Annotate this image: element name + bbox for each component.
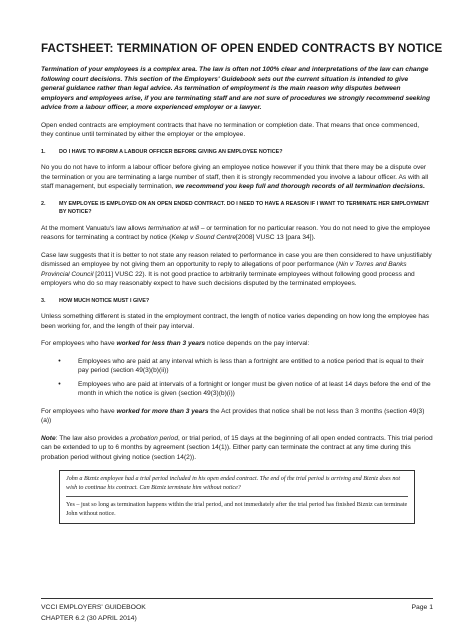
- text-run: [2011] VUSC 22). It is not good practice to arbitrarily terminate employees without following good process and employers who do so may reasonably expect to have such decisions disputed by the terminated employees.: [41, 270, 415, 287]
- case-citation: Nin v Torres and Banks Provincial Council: [41, 261, 407, 278]
- section-2-paragraph-2: [41, 251, 433, 289]
- page-footer: [41, 598, 433, 624]
- case-question: John a Bizniz employee had a trial period included in his open ended contract. The end of the trial period is arriving and Bizniz does not wish to continue his contract. Can Bizniz terminate him without notice?: [66, 475, 408, 497]
- section-2-paragraph-1: [41, 224, 433, 243]
- intro-paragraph: Termination of your employees is a complex area. The law is often not 100% clear and interpretations of the law can change following court decisions. This section of the Employers' Guidebook sets out the current situation is intended to give general guidance rather than legal advice. As termination of employment is the main reason why disputes between employers and employees arise, if you are terminating staff and are not sure of procedures we strongly recommend seeking advice from a labour officer, a more experienced employer or a lawyer.: [41, 66, 431, 111]
- text-run: – or termination for no particular reason. You do not need to give the employee reasons for terminating a contract by notice (: [41, 224, 431, 241]
- footer-guidebook: VCCI EMPLOYERS' GUIDEBOOK: [41, 604, 146, 611]
- open-ended-paragraph: Open ended contracts are employment contracts that have no termination or completion date. That means that once commenced, they continue until terminated by either the employer or the employee.: [41, 121, 420, 138]
- text-run-emphasis: worked for more than 3 years: [116, 407, 209, 415]
- list-item-text: Employees who are paid at any interval which is less than a fortnight are entitled to a notice period that is equal to their pay period (section 49(3)(b)(ii)): [78, 357, 425, 374]
- case-answer: Yes – just so long as termination happens within the trial period, and not immediately after the trial period has finished Bizniz can terminate John without notice.: [66, 502, 408, 517]
- section-1-title: DO I HAVE TO INFORM A LABOUR OFFICER BEFORE GIVING AN EMPLOYEE NOTICE?: [59, 148, 283, 155]
- section-1-number: 1.: [41, 148, 46, 155]
- note-paragraph: [41, 434, 433, 463]
- text-run: the Act provides that notice shall be not less than 3 months (section 49(3)(a)): [41, 407, 425, 424]
- footer-page-number: Page 1: [411, 604, 433, 611]
- list-item: [41, 357, 433, 376]
- list-item-text: Employees who are paid at intervals of a fortnight or longer must be given notice of at least 14 days before the end of the month in which the notice is given (section 49(3)(b)(i)): [78, 380, 431, 397]
- text-run: Case law suggests that it is better to not state any reason related to performance in case you are then considered to have unjustifiably dismissed an employee by not giving them an opportunity to reply to allegations of poor performance (: [41, 251, 432, 268]
- section-2-title: MY EMPLOYEE IS EMPLOYED ON AN OPEN ENDED CONTRACT. DO I NEED TO HAVE A REASON IF I WANT TO TERMINATE HER EMPLOYMENT BY NOTICE?: [59, 200, 430, 215]
- text-run-italic: termination at will: [148, 224, 200, 232]
- section-2-heading: [41, 200, 433, 217]
- section-3-number: 3.: [41, 297, 46, 304]
- section-1-emphasis: we recommend you keep full and thorough records of all termination decisions.: [175, 183, 425, 190]
- text-run: [2008] VUSC 13 [para 34]).: [236, 234, 316, 241]
- section-3-paragraph-2: [41, 339, 433, 349]
- case-citation: Kelep v Sound Centre: [171, 234, 236, 241]
- text-run-italic: probation period: [130, 434, 178, 442]
- note-label: Note: [41, 434, 56, 442]
- section-3-heading: [41, 297, 433, 306]
- case-example-box: [59, 470, 415, 524]
- section-1-text: No you do not have to inform a labour officer before giving an employee notice however if you think that there may be a dispute over the termination or you are terminating a large number of staff, then it is strongly recommended you involve a labour officer. As with all staff management, but especially termination,: [41, 164, 429, 190]
- section-3-paragraph-3: [41, 407, 433, 426]
- section-2-number: 2.: [41, 200, 46, 207]
- section-1-paragraph: [41, 163, 433, 192]
- text-run: notice depends on the pay interval:: [207, 340, 310, 347]
- footer-chapter: CHAPTER 6.2 (30 APRIL 2014): [41, 615, 137, 622]
- text-run: For employees who have: [41, 407, 115, 415]
- text-run: , or trial period, of 15 days at the beginning of all open ended contracts. This trial period can be extended to up to 6 months by agreement (section 14(1)). Either party can terminate the contract at any time during this probation period without giving notice (section 14(2)).: [41, 434, 433, 461]
- list-item: [41, 380, 433, 399]
- notice-bullet-list: [41, 357, 433, 399]
- text-run-emphasis: worked for less than 3 years: [116, 340, 206, 347]
- text-run: For employees who have: [41, 340, 115, 347]
- document-title: FACTSHEET: TERMINATION OF OPEN ENDED CONTRACTS BY NOTICE: [41, 42, 443, 55]
- text-run: At the moment Vanuatu's law allows: [41, 224, 147, 232]
- bullet-icon: •: [58, 357, 61, 365]
- section-1-heading: [41, 148, 433, 157]
- bullet-icon: •: [58, 380, 61, 388]
- section-3-paragraph-1: Unless something different is stated in the employment contract, the length of notice varies depending on how long the employee has been working for, and the length of their pay interval.: [41, 313, 430, 330]
- text-run: : The law also provides a: [55, 434, 129, 442]
- section-3-title: HOW MUCH NOTICE MUST I GIVE?: [59, 297, 150, 304]
